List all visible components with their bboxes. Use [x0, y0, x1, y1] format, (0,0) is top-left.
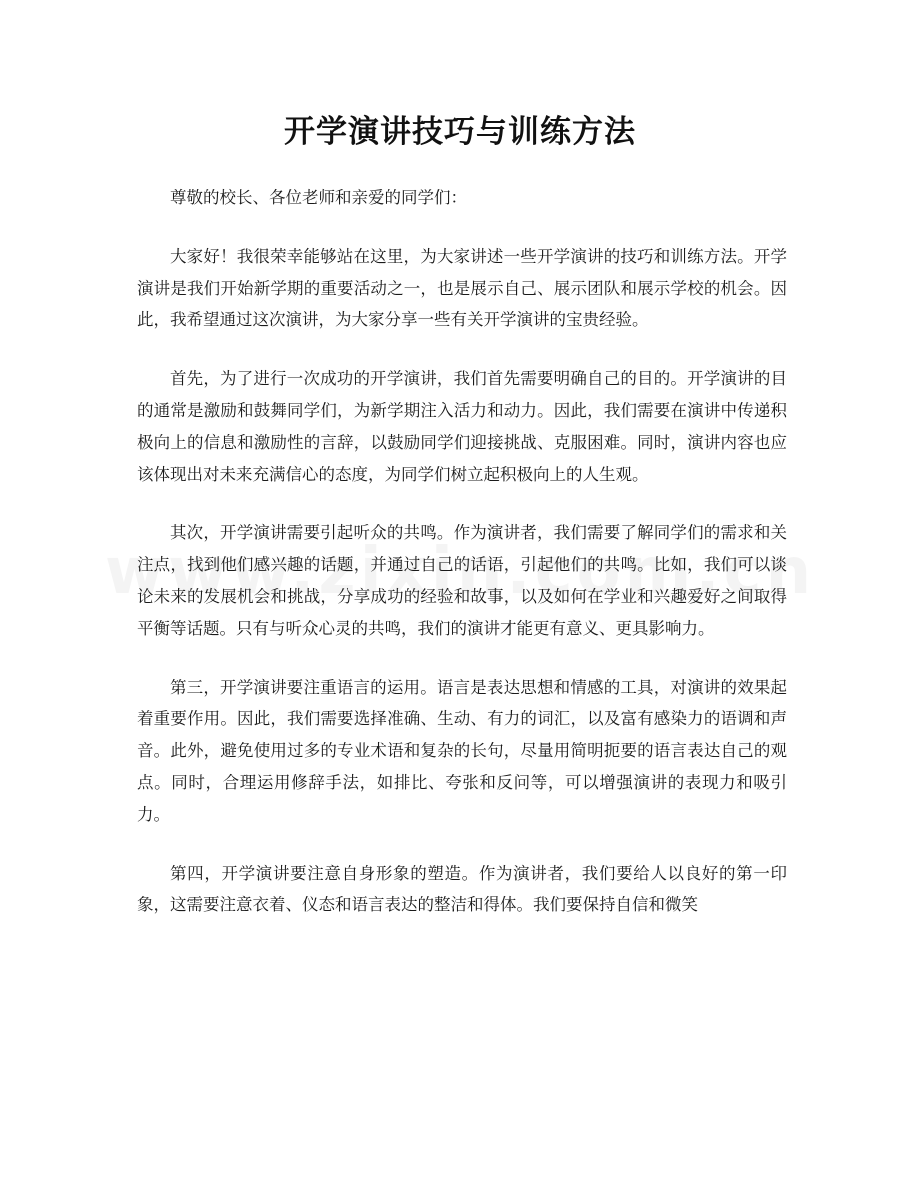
paragraph-fourth: 第四，开学演讲要注意自身形象的塑造。作为演讲者，我们要给人以良好的第一印象，这需要注意衣着、仪态和语言表达的整洁和得体。我们要保持自信和微笑	[137, 863, 787, 915]
paragraph-salutation: 尊敬的校长、各位老师和亲爱的同学们：	[170, 188, 467, 207]
paragraph-second: 其次，开学演讲需要引起听众的共鸣。作为演讲者，我们需要了解同学们的需求和关注点，找到他们感兴趣的话题，并通过自己的话语，引起他们的共鸣。比如，我们可以谈论未来的发展机会和挑战，分享成功的经验和故事，以及如何在学业和兴趣爱好之间取得平衡等话题。只有与听众心灵的共鸣，我们的演讲才能更有意义、更具影响力。	[137, 523, 787, 638]
document-title: 开学演讲技巧与训练方法	[284, 114, 636, 150]
document-body	[137, 182, 787, 948]
paragraph-third: 第三，开学演讲要注重语言的运用。语言是表达思想和情感的工具，对演讲的效果起着重要作用。因此，我们需要选择准确、生动、有力的词汇，以及富有感染力的语调和声音。此外，避免使用过多的专业术语和复杂的长句，尽量用简明扼要的语言表达自己的观点。同时，合理运用修辞手法，如排比、夸张和反问等，可以增强演讲的表现力和吸引力。	[137, 677, 787, 824]
paragraph-first: 首先，为了进行一次成功的开学演讲，我们首先需要明确自己的目的。开学演讲的目的通常是激励和鼓舞同学们，为新学期注入活力和动力。因此，我们需要在演讲中传递积极向上的信息和激励性的言辞，以鼓励同学们迎接挑战、克服困难。同时，演讲内容也应该体现出对未来充满信心的态度，为同学们树立起积极向上的人生观。	[137, 369, 787, 484]
paragraph-intro: 大家好！我很荣幸能够站在这里，为大家讲述一些开学演讲的技巧和训练方法。开学演讲是我们开始新学期的重要活动之一，也是展示自己、展示团队和展示学校的机会。因此，我希望通过这次演讲，为大家分享一些有关开学演讲的宝贵经验。	[137, 246, 787, 330]
